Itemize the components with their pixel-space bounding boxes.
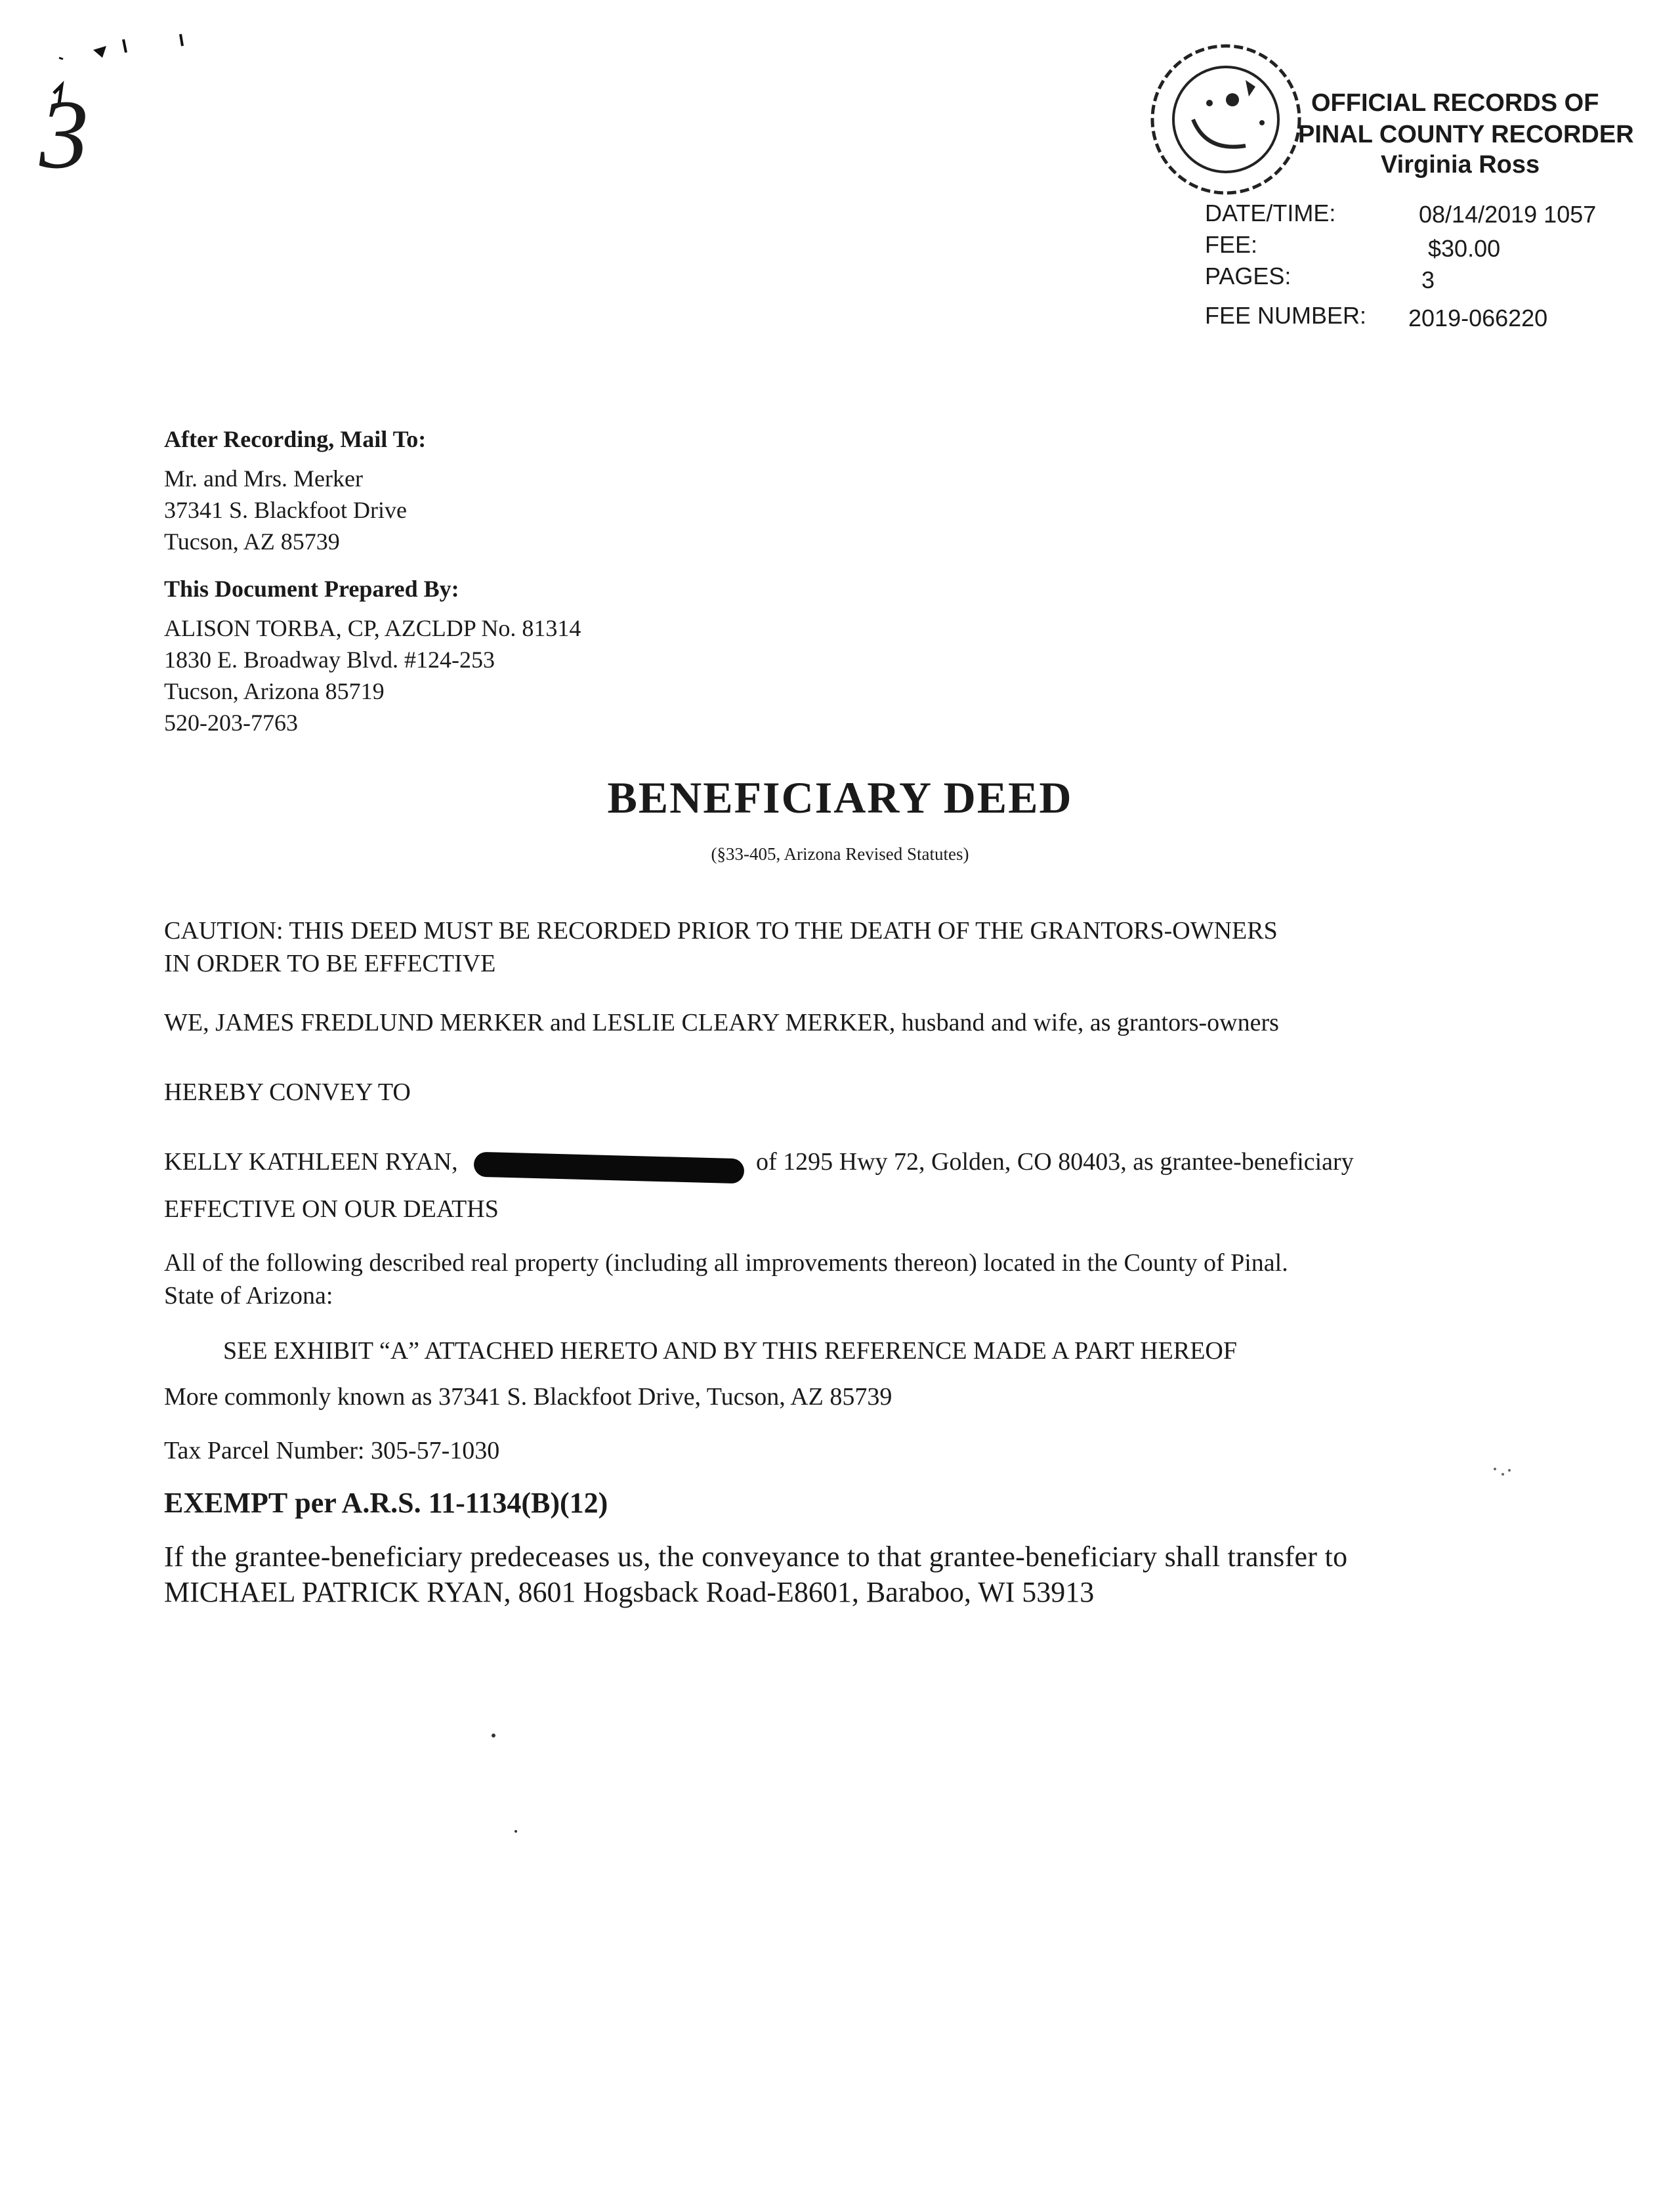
document-subtitle: (§33-405, Arizona Revised Statutes)	[711, 844, 969, 864]
recording-date-label: DATE/TIME:	[1205, 200, 1336, 226]
property-description-line-1: All of the following described real property (including all improvements thereon) located in the County of Pinal.	[164, 1249, 1288, 1277]
margin-note-handwritten: 3	[39, 80, 89, 189]
mail-to-line: 37341 S. Blackfoot Drive	[164, 497, 407, 523]
tax-parcel-line: Tax Parcel Number: 305-57-1030	[164, 1437, 500, 1464]
recorder-name: Virginia Ross	[1381, 151, 1540, 179]
fee-number-value: 2019-066220	[1408, 305, 1548, 331]
caution-line-2: IN ORDER TO BE EFFECTIVE	[164, 950, 496, 977]
fee-value: $30.00	[1428, 235, 1501, 262]
exemption-line	[164, 1486, 608, 1520]
redaction-mark	[474, 1152, 745, 1184]
scan-specks	[1490, 1462, 1516, 1482]
prepared-by-line: ALISON TORBA, CP, AZCLDP No. 81314	[164, 615, 581, 641]
mail-to-line: Tucson, AZ 85739	[164, 528, 340, 555]
fee-label: FEE:	[1205, 231, 1258, 258]
prepared-by-line: 520-203-7763	[164, 710, 298, 736]
exempt-label: EXEMPT	[164, 1487, 288, 1519]
recorder-title-line1: OFFICIAL RECORDS OF	[1311, 89, 1599, 117]
prepared-by-heading: This Document Prepared By:	[164, 576, 459, 602]
prepared-by-line: 1830 E. Broadway Blvd. #124-253	[164, 647, 495, 673]
fee-number-label: FEE NUMBER:	[1205, 302, 1367, 329]
contingent-line-1: If the grantee-beneficiary predeceases us, the conveyance to that grantee-beneficiary shall transfer to	[164, 1541, 1348, 1573]
grantee-address: of 1295 Hwy 72, Golden, CO 80403, as grantee-beneficiary	[756, 1148, 1354, 1176]
scan-specks	[486, 1726, 525, 1844]
property-address-line: More commonly known as 37341 S. Blackfoot Drive, Tucson, AZ 85739	[164, 1383, 892, 1411]
caution-line-1: CAUTION: THIS DEED MUST BE RECORDED PRIOR TO THE DEATH OF THE GRANTORS-OWNERS	[164, 917, 1278, 945]
effective-line: EFFECTIVE ON OUR DEATHS	[164, 1195, 499, 1223]
recorder-title-line2: PINAL COUNTY RECORDER	[1298, 121, 1634, 148]
pages-label: PAGES:	[1205, 263, 1292, 289]
county-seal-icon	[1147, 41, 1305, 198]
exhibit-reference: SEE EXHIBIT “A” ATTACHED HERETO AND BY THIS REFERENCE MADE A PART HEREOF	[223, 1337, 1238, 1365]
contingent-line-2: MICHAEL PATRICK RYAN, 8601 Hogsback Road-E8601, Baraboo, WI 53913	[164, 1576, 1095, 1608]
grantee-name: KELLY KATHLEEN RYAN,	[164, 1148, 458, 1176]
grantors-line: WE, JAMES FREDLUND MERKER and LESLIE CLEARY MERKER, husband and wife, as grantors-owners	[164, 1009, 1279, 1036]
document-title: BENEFICIARY DEED	[607, 773, 1073, 822]
mail-to-line: Mr. and Mrs. Merker	[164, 465, 363, 492]
pages-value: 3	[1421, 266, 1435, 293]
exempt-statute: per A.R.S. 11-1134(B)(12)	[295, 1487, 608, 1519]
property-description-line-2: State of Arizona:	[164, 1282, 333, 1310]
mail-to-heading: After Recording, Mail To:	[164, 426, 427, 452]
prepared-by-line: Tucson, Arizona 85719	[164, 678, 385, 704]
recording-date-value: 08/14/2019 1057	[1419, 201, 1597, 228]
convey-line: HEREBY CONVEY TO	[164, 1078, 411, 1106]
